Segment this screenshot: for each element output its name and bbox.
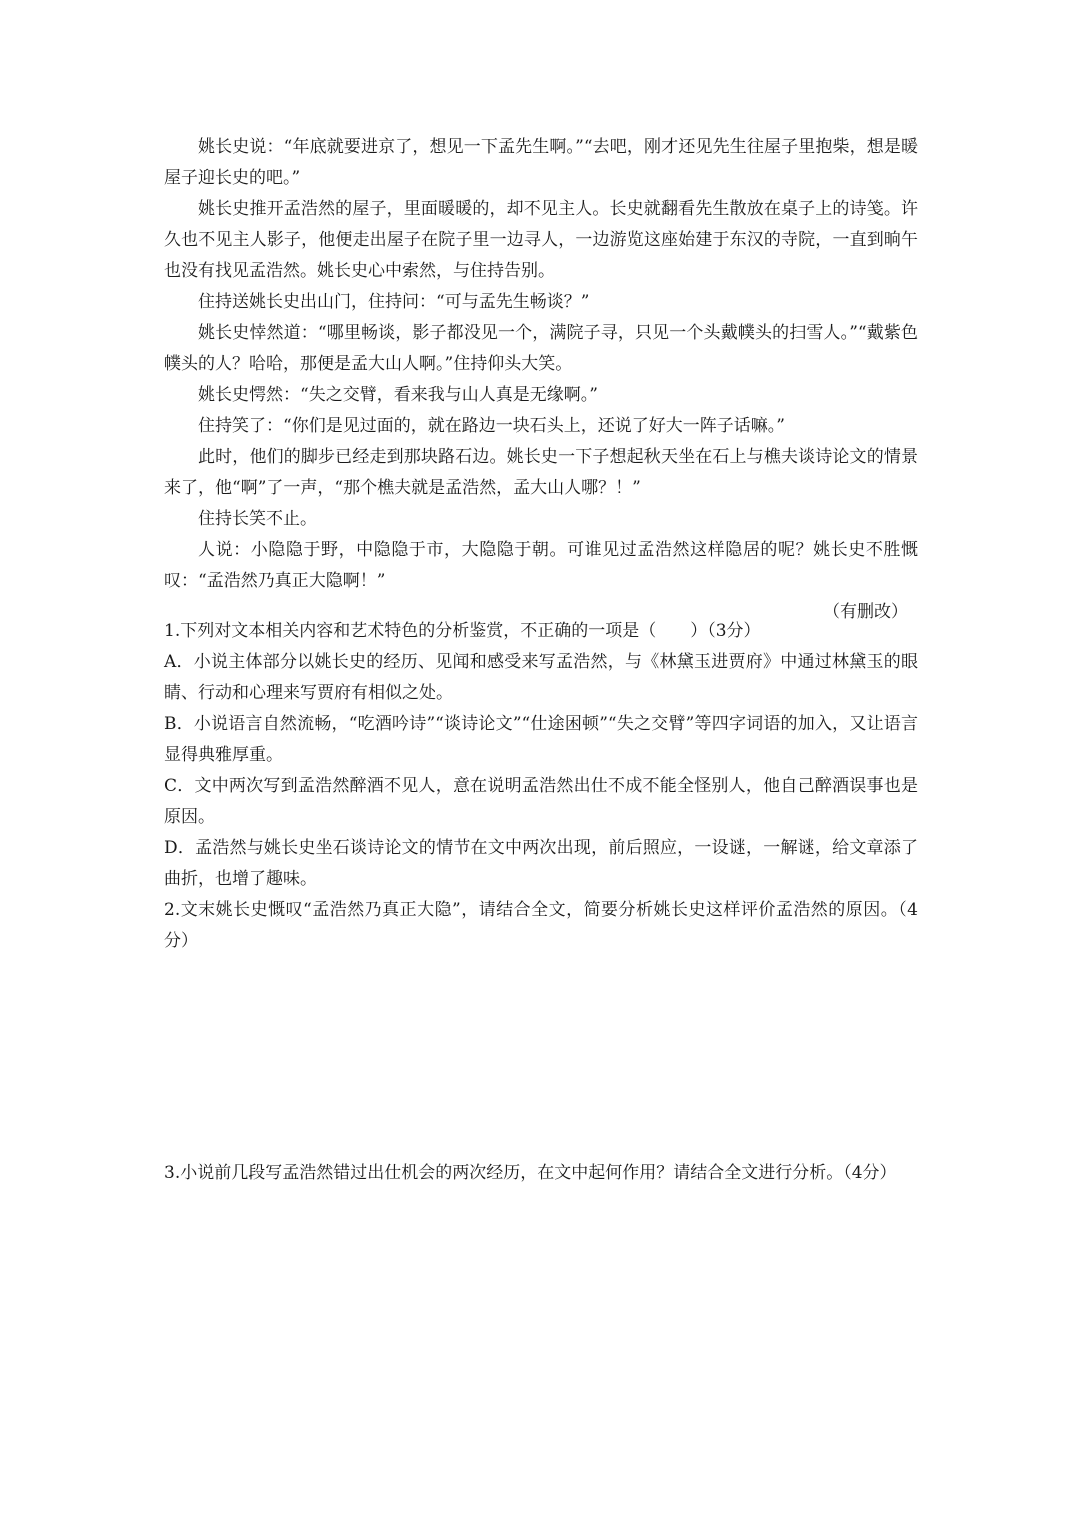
question-1-option-b: B．小说语言自然流畅，“吃酒吟诗”“谈诗论文”“仕途困顿”“失之交臂”等四字词语的加入，又让语言显得典雅厚重。 (164, 714, 918, 765)
question-1-option-a: A．小说主体部分以姚长史的经历、见闻和感受来写孟浩然，与《林黛玉进贾府》中通过林黛玉的眼睛、行动和心理来写贾府有相似之处。 (164, 652, 918, 703)
passage-paragraph-2: 姚长史推开孟浩然的屋子，里面暖暖的，却不见主人。长史就翻看先生散放在桌子上的诗笺。许久也不见主人影子，他便走出屋子在院子里一边寻人，一边游览这座始建于东汉的寺院，一直到晌午也没有找见孟浩然。姚长史心中索然，与住持告别。 (164, 199, 918, 281)
passage-paragraph-8: 住持长笑不止。 (198, 509, 317, 529)
question-1-stem: 1.下列对文本相关内容和艺术特色的分析鉴赏，不正确的一项是（ ）（3分） (164, 621, 761, 641)
question-3-block (164, 1158, 924, 1189)
story-passage (164, 132, 918, 628)
passage-paragraph-5: 姚长史愕然：“失之交臂，看来我与山人真是无缘啊。” (198, 385, 598, 405)
source-note: （有删改） (823, 602, 908, 622)
passage-paragraph-7: 此时，他们的脚步已经走到那块路石边。姚长史一下子想起秋天坐在石上与樵夫谈诗论文的情景来了，他“啊”了一声，“那个樵夫就是孟浩然，孟大山人哪？！” (164, 447, 918, 498)
question-3: 3.小说前几段写孟浩然错过出仕机会的两次经历，在文中起何作用？请结合全文进行分析。（4分） (164, 1163, 897, 1183)
passage-paragraph-9: 人说：小隐隐于野，中隐隐于市，大隐隐于朝。可谁见过孟浩然这样隐居的呢？姚长史不胜慨叹：“孟浩然乃真正大隐啊！” (164, 540, 918, 591)
question-1-option-d: D．孟浩然与姚长史坐石谈诗论文的情节在文中两次出现，前后照应，一设谜，一解谜，给文章添了曲折，也增了趣味。 (164, 838, 918, 889)
passage-paragraph-6: 住持笑了：“你们是见过面的，就在路边一块石头上，还说了好大一阵子话嘛。” (198, 416, 785, 436)
passage-paragraph-4: 姚长史悻然道：“哪里畅谈，影子都没见一个，满院子寻，只见一个头戴幞头的扫雪人。”“戴紫色幞头的人？哈哈，那便是孟大山人啊。”住持仰头大笑。 (164, 323, 918, 374)
questions-section (164, 616, 918, 957)
passage-paragraph-3: 住持送姚长史出山门，住持问：“可与孟先生畅谈？” (198, 292, 590, 312)
question-2: 2.文末姚长史慨叹“孟浩然乃真正大隐”，请结合全文，简要分析姚长史这样评价孟浩然的原因。（4分） (164, 900, 918, 951)
passage-paragraph-1: 姚长史说：“年底就要进京了，想见一下孟先生啊。”“去吧，刚才还见先生往屋子里抱柴，想是暖屋子迎长史的吧。” (164, 137, 918, 188)
question-1-option-c: C．文中两次写到孟浩然醉酒不见人，意在说明孟浩然出仕不成不能全怪别人，他自己醉酒误事也是原因。 (164, 776, 918, 827)
